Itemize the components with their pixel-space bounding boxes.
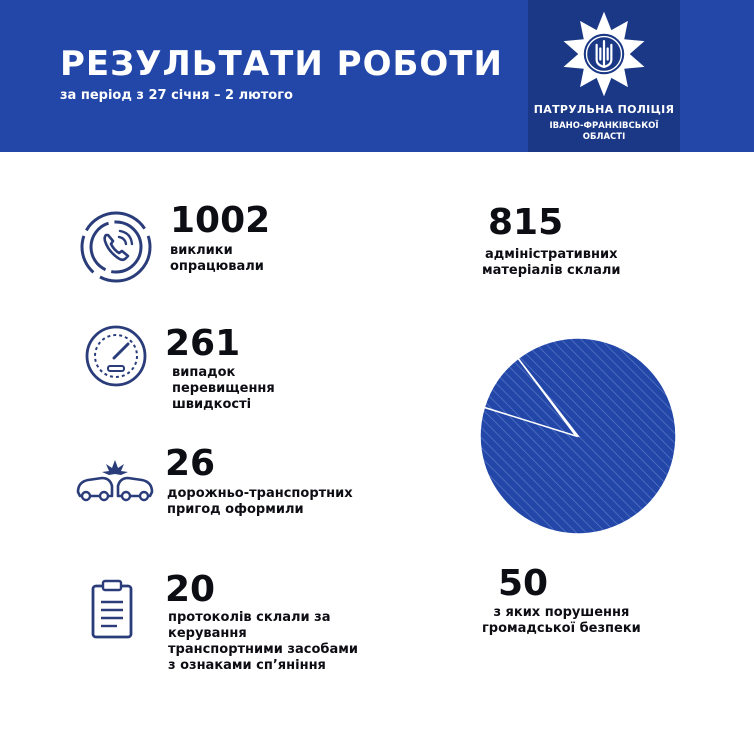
brand-name: ПАТРУЛЬНА ПОЛІЦІЯ	[533, 103, 675, 116]
phone-icon	[78, 209, 154, 285]
car-crash-icon	[74, 456, 156, 506]
speedometer-icon	[84, 324, 148, 388]
period-subtitle: за період з 27 січня – 2 лютого	[60, 88, 293, 103]
drunk-label-line2: керування	[168, 626, 247, 641]
speeding-label-line3: швидкості	[172, 397, 252, 412]
brand-region-line1: ІВАНО-ФРАНКІВСЬКОЇ	[549, 121, 659, 131]
admin-label-line2: матеріалів склали	[482, 263, 621, 278]
admin-value: 815	[488, 202, 564, 243]
public-safety-value: 50	[498, 563, 549, 604]
accidents-label-line1: дорожньо-транспортних	[167, 486, 353, 501]
clipboard-icon	[90, 578, 134, 640]
brand-region-line2: ОБЛАСТІ	[582, 132, 626, 142]
calls-label	[170, 243, 264, 275]
calls-value: 1002	[170, 200, 271, 241]
calls-label-line2: опрацювали	[170, 259, 264, 274]
brand-region	[528, 121, 680, 143]
drunk-label-line1: протоколів склали за	[168, 610, 331, 625]
admin-label	[482, 247, 620, 279]
drunk-label	[168, 610, 358, 674]
page-title: РЕЗУЛЬТАТИ РОБОТИ	[60, 44, 503, 84]
drunk-label-line3: транспортними засобами	[168, 642, 358, 657]
public-safety-label-line2: громадської безпеки	[482, 621, 641, 636]
speeding-label	[172, 365, 275, 413]
admin-pie-chart	[478, 336, 678, 536]
police-star-badge-icon	[558, 8, 650, 100]
public-safety-label	[482, 605, 641, 637]
public-safety-label-line1: з яких порушення	[493, 605, 630, 620]
drunk-label-line4: з ознаками сп’яніння	[168, 658, 326, 673]
speeding-value: 261	[165, 323, 241, 364]
admin-label-line1: адміністративних	[485, 247, 618, 262]
accidents-label-line2: пригод оформили	[167, 502, 304, 517]
speeding-label-line1: випадок	[172, 365, 236, 380]
accidents-label	[167, 486, 353, 518]
calls-label-line1: виклики	[170, 243, 233, 258]
speeding-label-line2: перевищення	[172, 381, 275, 396]
accidents-value: 26	[165, 443, 216, 484]
drunk-value: 20	[165, 569, 216, 610]
